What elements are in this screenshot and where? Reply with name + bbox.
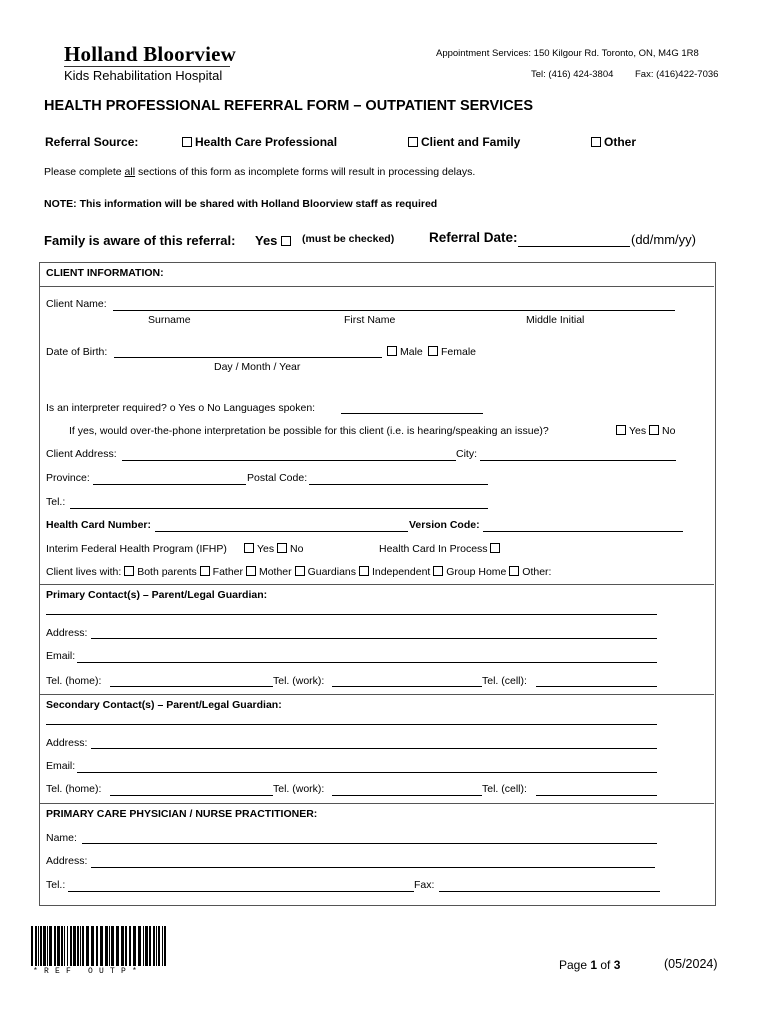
page-number: [559, 958, 620, 972]
checkbox-icon[interactable]: [428, 346, 438, 356]
barcode-text: *REF OUTP*: [33, 967, 144, 976]
languages-field[interactable]: [341, 413, 483, 414]
option-client-family[interactable]: [408, 135, 520, 149]
instructions-all: all: [124, 166, 136, 178]
ifhp-label: Interim Federal Health Program (IFHP): [46, 543, 227, 555]
option-label: Client and Family: [421, 135, 521, 149]
barcode-bar: [109, 926, 110, 966]
primary-email-field[interactable]: [77, 662, 657, 663]
health-card-in-process[interactable]: [379, 543, 503, 555]
barcode-bar: [82, 926, 84, 966]
barcode-bar: [61, 926, 63, 966]
city-field[interactable]: [480, 460, 676, 461]
physician-fax-field[interactable]: [439, 891, 660, 892]
checkbox-icon[interactable]: [200, 566, 210, 576]
checkbox-icon[interactable]: [182, 137, 192, 147]
lives-with-independent: Independent: [371, 566, 431, 578]
barcode-bar: [91, 926, 94, 966]
client-address-label: Client Address:: [46, 448, 117, 460]
header-fax: Fax: (416)422-7036: [635, 69, 719, 80]
checkbox-icon[interactable]: [246, 566, 256, 576]
barcode-bar: [57, 926, 60, 966]
postal-code-field[interactable]: [309, 484, 488, 485]
lives-with-group-home: Group Home: [446, 566, 507, 578]
barcode-bar: [164, 926, 166, 966]
checkbox-icon[interactable]: [490, 543, 500, 553]
must-check-note: (must be checked): [302, 233, 395, 245]
primary-contact-name-field[interactable]: [46, 614, 657, 615]
physician-fax-label: Fax:: [414, 879, 435, 891]
header-address: Appointment Services: 150 Kilgour Rd. Toronto, ON, M4G 1R8: [436, 48, 699, 59]
health-card-label: Health Card Number:: [46, 519, 152, 531]
page-of: of: [597, 958, 614, 972]
primary-address-label: Address:: [46, 627, 88, 639]
in-process-label: Health Card In Process: [379, 543, 488, 555]
health-card-field[interactable]: [155, 531, 408, 532]
no-label: No: [290, 543, 304, 555]
version-code-label: Version Code:: [409, 519, 480, 531]
checkbox-icon[interactable]: [509, 566, 519, 576]
secondary-tel-work-label: Tel. (work):: [273, 783, 325, 795]
referral-source-label: Referral Source:: [45, 135, 139, 149]
barcode-bar: [138, 926, 141, 966]
physician-tel-label: Tel.:: [46, 879, 66, 891]
barcode-bar: [158, 926, 160, 966]
referral-date-field[interactable]: [518, 246, 630, 247]
physician-tel-field[interactable]: [68, 891, 414, 892]
male-label: Male: [400, 346, 423, 358]
barcode-bar: [73, 926, 76, 966]
barcode-bar: [149, 926, 151, 966]
barcode-bar: [77, 926, 79, 966]
yes-label: Yes: [629, 425, 647, 437]
ifhp-no[interactable]: [277, 543, 303, 555]
client-tel-field[interactable]: [70, 508, 488, 509]
surname-hint: Surname: [148, 314, 191, 326]
checkbox-icon[interactable]: [616, 425, 626, 435]
barcode-bar: [133, 926, 136, 966]
logo-divider: [64, 66, 230, 67]
header-tel: Tel: (416) 424-3804: [531, 69, 614, 80]
no-label: No: [662, 425, 676, 437]
client-tel-label: Tel.:: [46, 496, 66, 508]
secondary-email-label: Email:: [46, 760, 76, 772]
barcode-bar: [31, 926, 33, 966]
secondary-address-field[interactable]: [91, 748, 657, 749]
primary-contact-heading: Primary Contact(s) – Parent/Legal Guardian:: [46, 589, 268, 601]
barcode-bar: [129, 926, 131, 966]
barcode-bar: [35, 926, 37, 966]
secondary-tel-home-field[interactable]: [110, 795, 273, 796]
primary-tel-home-label: Tel. (home):: [46, 675, 102, 687]
primary-address-field[interactable]: [91, 638, 657, 639]
client-info-heading: CLIENT INFORMATION:: [46, 267, 164, 279]
checkbox-icon[interactable]: [277, 543, 287, 553]
checkbox-icon[interactable]: [387, 346, 397, 356]
middle-initial-hint: Middle Initial: [526, 314, 585, 326]
barcode-image: [31, 926, 166, 966]
checkbox-icon[interactable]: [281, 236, 291, 246]
barcode-bar: [86, 926, 89, 966]
lives-with-row: [46, 566, 551, 578]
secondary-tel-home-label: Tel. (home):: [46, 783, 102, 795]
family-aware-label: Family is aware of this referral:: [44, 233, 236, 248]
version-code-field[interactable]: [483, 531, 683, 532]
option-other[interactable]: [591, 135, 636, 149]
barcode-bar: [153, 926, 155, 966]
first-name-hint: First Name: [344, 314, 396, 326]
page-total: 3: [613, 958, 621, 972]
checkbox-icon[interactable]: [649, 425, 659, 435]
secondary-contact-heading: Secondary Contact(s) – Parent/Legal Guardian:: [46, 699, 282, 711]
physician-heading: PRIMARY CARE PHYSICIAN / NURSE PRACTITIONER:: [46, 808, 318, 820]
primary-tel-work-field[interactable]: [332, 686, 482, 687]
secondary-tel-work-field[interactable]: [332, 795, 482, 796]
phone-interp-yes[interactable]: [616, 425, 646, 437]
primary-tel-cell-label: Tel. (cell):: [482, 675, 527, 687]
dob-format-hint: Day / Month / Year: [214, 361, 301, 373]
checkbox-icon[interactable]: [408, 137, 418, 147]
page-prefix: Page: [559, 958, 591, 972]
referral-date-label: Referral Date:: [429, 230, 518, 245]
postal-code-label: Postal Code:: [247, 472, 308, 484]
ifhp-yes[interactable]: [244, 543, 274, 555]
phone-interpretation-question: If yes, would over-the-phone interpretation be possible for this client (i.e. is hearing/speaking an issue)?: [69, 425, 549, 437]
phone-interp-no[interactable]: [649, 425, 675, 437]
client-name-label: Client Name:: [46, 298, 107, 310]
lives-with-other: Other:: [522, 566, 552, 578]
checkbox-icon[interactable]: [359, 566, 369, 576]
primary-tel-cell-field[interactable]: [536, 686, 657, 687]
note-text: NOTE: This information will be shared with Holland Bloorview staff as required: [44, 198, 438, 210]
barcode-bar: [121, 926, 124, 966]
checkbox-icon[interactable]: [433, 566, 443, 576]
lives-with-mother: Mother: [258, 566, 292, 578]
barcode-bar: [156, 926, 157, 966]
barcode-bar: [116, 926, 119, 966]
checkbox-icon[interactable]: [124, 566, 134, 576]
family-aware-yes[interactable]: [255, 233, 294, 248]
city-label: City:: [456, 448, 477, 460]
form-version: (05/2024): [664, 957, 718, 971]
checkbox-icon[interactable]: [591, 137, 601, 147]
logo-name: Holland Bloorview: [64, 42, 236, 66]
barcode-bar: [125, 926, 127, 966]
yes-label: Yes: [257, 543, 275, 555]
barcode-bar: [96, 926, 98, 966]
barcode-bar: [70, 926, 72, 966]
primary-tel-home-field[interactable]: [110, 686, 273, 687]
client-address-field[interactable]: [122, 460, 456, 461]
divider: [39, 803, 714, 804]
logo-subtitle: Kids Rehabilitation Hospital: [64, 68, 223, 83]
barcode-bar: [111, 926, 114, 966]
lives-with-label: Client lives with:: [46, 566, 122, 578]
primary-email-label: Email:: [46, 650, 76, 662]
barcode-bar: [145, 926, 148, 966]
page-current: 1: [590, 958, 598, 972]
barcode-bar: [54, 926, 56, 966]
secondary-email-field[interactable]: [77, 772, 657, 773]
barcode-bar: [49, 926, 52, 966]
dob-field[interactable]: [114, 357, 382, 358]
barcode-bar: [40, 926, 42, 966]
instructions-pre: Please complete: [44, 166, 125, 178]
secondary-tel-cell-label: Tel. (cell):: [482, 783, 527, 795]
province-label: Province:: [46, 472, 90, 484]
option-health-care-professional[interactable]: [182, 135, 337, 149]
barcode-bar: [67, 926, 68, 966]
barcode-bar: [105, 926, 108, 966]
option-label: Other: [604, 135, 637, 149]
divider: [39, 694, 714, 695]
female-label: Female: [441, 346, 477, 358]
divider: [39, 584, 714, 585]
secondary-contact-name-field[interactable]: [46, 724, 657, 725]
lives-with-father: Father: [212, 566, 244, 578]
province-field[interactable]: [93, 484, 246, 485]
barcode-bar: [64, 926, 65, 966]
barcode-bar: [43, 926, 46, 966]
primary-tel-work-label: Tel. (work):: [273, 675, 325, 687]
instructions-post: sections of this form as incomplete forms will result in processing delays.: [135, 166, 476, 178]
checkbox-icon[interactable]: [244, 543, 254, 553]
date-format: (dd/mm/yy): [631, 232, 696, 247]
physician-name-field[interactable]: [82, 843, 657, 844]
physician-address-field[interactable]: [91, 867, 655, 868]
barcode-bar: [162, 926, 163, 966]
barcode-bar: [47, 926, 48, 966]
sex-female[interactable]: [428, 346, 476, 358]
barcode-bar: [38, 926, 39, 966]
lives-with-both-parents: Both parents: [137, 566, 197, 578]
divider: [39, 286, 714, 287]
sex-male[interactable]: [387, 346, 423, 358]
secondary-tel-cell-field[interactable]: [536, 795, 657, 796]
barcode-bar: [143, 926, 144, 966]
lives-with-guardians: Guardians: [307, 566, 357, 578]
barcode-bar: [80, 926, 81, 966]
checkbox-icon[interactable]: [295, 566, 305, 576]
physician-name-label: Name:: [46, 832, 77, 844]
yes-label: Yes: [255, 233, 278, 248]
client-name-field[interactable]: [113, 310, 675, 311]
form-title: HEALTH PROFESSIONAL REFERRAL FORM – OUTPATIENT SERVICES: [44, 98, 534, 114]
physician-address-label: Address:: [46, 855, 88, 867]
interpreter-question: Is an interpreter required? o Yes o No Languages spoken:: [46, 402, 316, 414]
option-label: Health Care Professional: [195, 135, 338, 149]
secondary-address-label: Address:: [46, 737, 88, 749]
instructions-text: [44, 166, 475, 178]
barcode-bar: [100, 926, 103, 966]
dob-label: Date of Birth:: [46, 346, 108, 358]
